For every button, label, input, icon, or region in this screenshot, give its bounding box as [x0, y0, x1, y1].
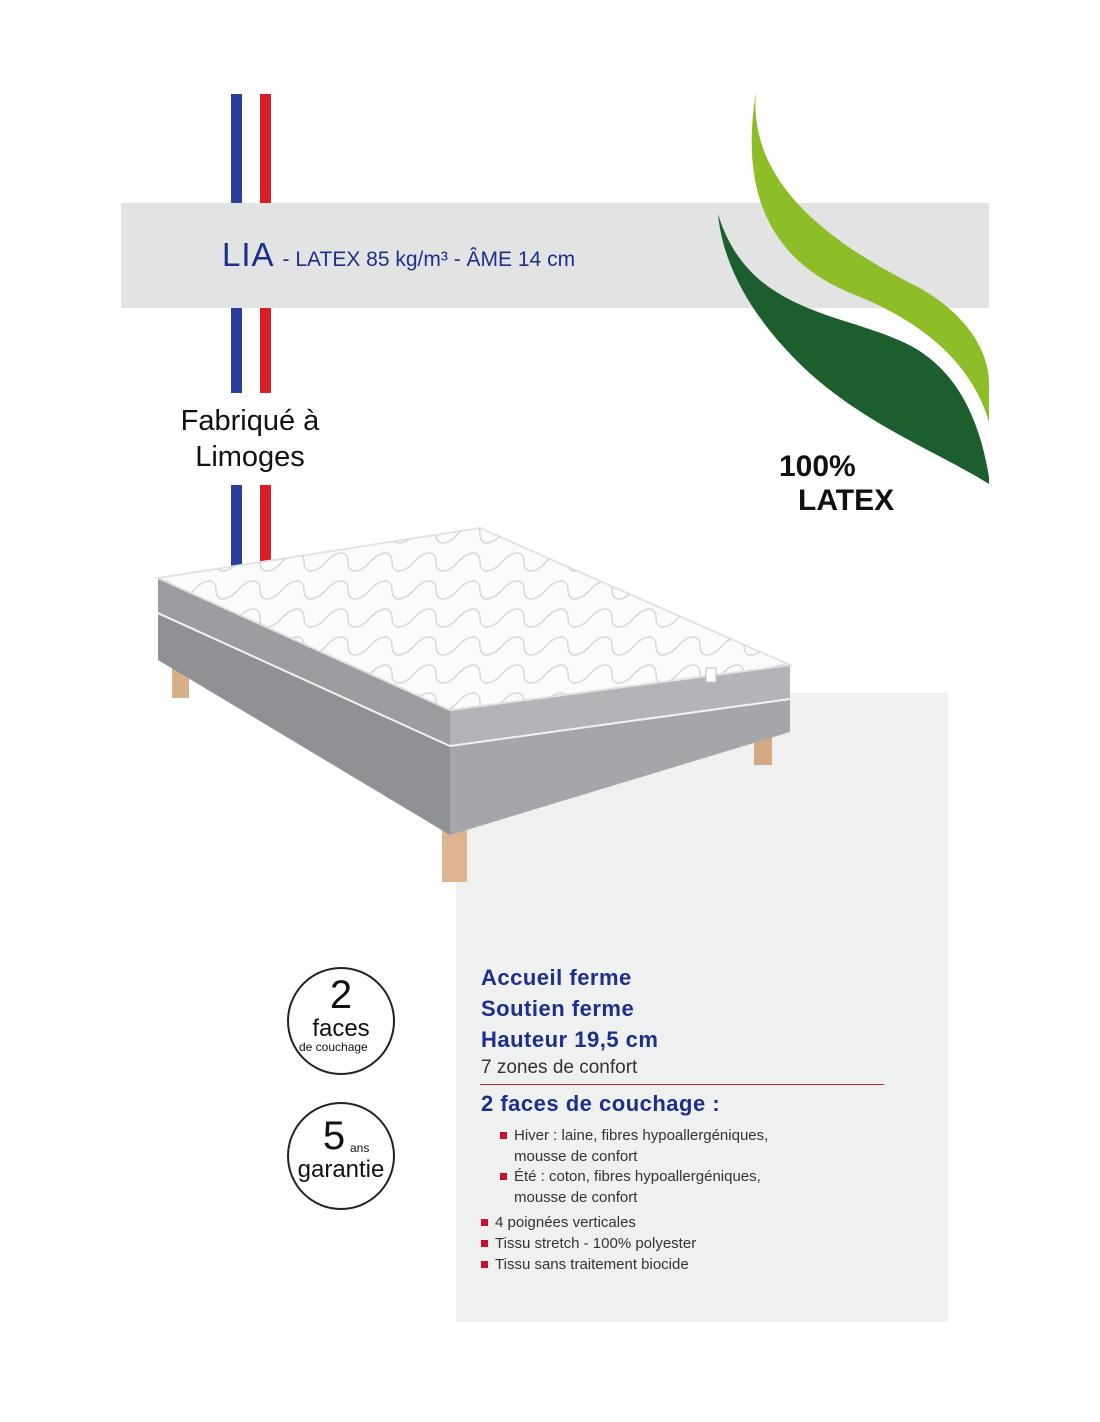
- two-faces-badge: [287, 967, 395, 1075]
- product-title: [222, 236, 575, 274]
- feature-biocide: Tissu sans traitement biocide: [495, 1256, 689, 1273]
- leaf-icon: [718, 92, 990, 484]
- spec-support: Soutien ferme: [481, 996, 635, 1021]
- faces-detail: de couchage: [299, 1040, 368, 1054]
- list-item-feature: [495, 1254, 689, 1275]
- warranty-word: garantie: [297, 1156, 385, 1183]
- list-item-feature: [495, 1212, 636, 1233]
- bullet-icon: [481, 1240, 488, 1247]
- winter-line1: Hiver : laine, fibres hypoallergéniques,: [514, 1127, 769, 1144]
- made-in-line1: Fabriqué à: [180, 405, 320, 437]
- latex-material: LATEX: [798, 484, 895, 517]
- summer-line1: Été : coton, fibres hypoallergéniques,: [514, 1168, 761, 1185]
- latex-percent: 100%: [779, 450, 856, 483]
- summer-line2: mousse de confort: [514, 1189, 638, 1206]
- warranty-number: 5: [322, 1114, 346, 1158]
- faces-word: faces: [312, 1015, 370, 1042]
- product-name: LIA: [222, 236, 275, 273]
- flag-stripe-middle: [231, 308, 271, 393]
- feature-handles: 4 poignées verticales: [495, 1214, 636, 1231]
- list-item-winter: [514, 1125, 768, 1167]
- spec-zones: 7 zones de confort: [481, 1057, 638, 1078]
- bullet-icon: [481, 1219, 488, 1226]
- list-item-summer: [514, 1166, 761, 1208]
- bullet-icon: [500, 1173, 507, 1180]
- warranty-unit: ans: [350, 1141, 370, 1155]
- faces-heading: 2 faces de couchage :: [481, 1091, 721, 1116]
- spec-comfort: Accueil ferme: [481, 965, 632, 990]
- feature-fabric: Tissu stretch - 100% polyester: [495, 1235, 697, 1252]
- faces-number: 2: [329, 973, 353, 1017]
- warranty-badge: [287, 1102, 395, 1210]
- list-item-feature: [495, 1233, 696, 1254]
- winter-line2: mousse de confort: [514, 1148, 638, 1165]
- divider: [480, 1084, 884, 1085]
- product-spec: - LATEX 85 kg/m³ - ÂME 14 cm: [282, 248, 576, 271]
- made-in-label: [150, 403, 350, 475]
- flag-stripe-top: [231, 94, 271, 203]
- bullet-icon: [481, 1261, 488, 1268]
- made-in-line2: Limoges: [195, 441, 305, 473]
- spec-list: [481, 962, 891, 1081]
- spec-height: Hauteur 19,5 cm: [481, 1027, 659, 1052]
- mattress-image: [150, 520, 800, 890]
- bullet-icon: [500, 1132, 507, 1139]
